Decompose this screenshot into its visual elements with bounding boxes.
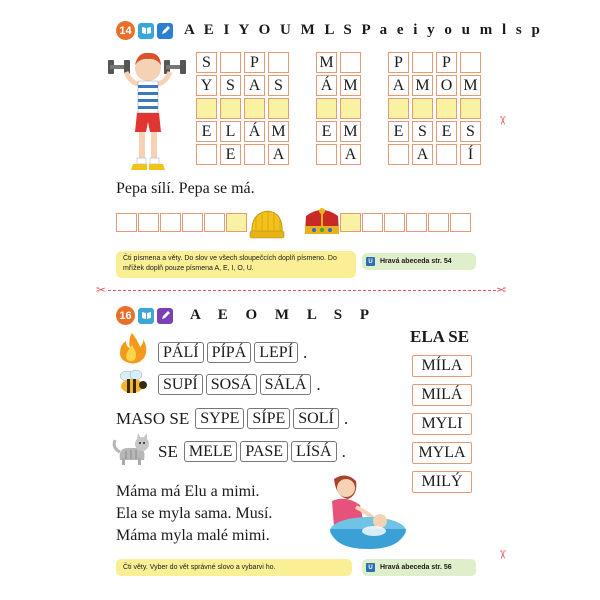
grid-cell[interactable]: E — [388, 121, 409, 142]
grid-cell[interactable]: O — [436, 75, 457, 96]
kitten-icon — [112, 432, 152, 466]
grid-cell[interactable]: Y — [196, 75, 217, 96]
fire-icon — [116, 331, 148, 365]
letter-box[interactable] — [428, 213, 449, 232]
letter-box[interactable] — [160, 213, 181, 232]
right-word-option[interactable]: MYLI — [412, 413, 472, 435]
letter-box[interactable] — [182, 213, 203, 232]
exercise-number: 14 — [116, 21, 135, 40]
scissors-icon-right: ✂ — [496, 283, 507, 297]
book-reference-icon: U — [366, 257, 375, 266]
ex14-instruction: Čti písmena a věty. Do slov ve všech sloupečcích doplň písmeno. Do mřížek doplň pouze písmena A, E, I, O, U. — [116, 251, 356, 278]
crown-illustration — [302, 206, 342, 236]
hat-illustration — [248, 207, 286, 241]
text-line: Máma má Elu a mimi. — [116, 483, 260, 500]
grid-cell[interactable]: E — [196, 121, 217, 142]
grid-cell[interactable] — [340, 98, 361, 119]
grid-cell[interactable] — [436, 144, 457, 165]
word-option[interactable]: LEPÍ — [254, 342, 298, 363]
grid-cell[interactable] — [196, 98, 217, 119]
grid-cell[interactable]: P — [388, 52, 409, 73]
right-word-option[interactable]: MILÁ — [412, 384, 472, 406]
grid-cell[interactable] — [436, 98, 457, 119]
grid-cell[interactable]: M — [340, 75, 361, 96]
letter-box[interactable] — [406, 213, 427, 232]
choice-row — [158, 342, 307, 363]
grid-cell[interactable]: Á — [316, 75, 337, 96]
text-line: Máma myla malé mimi. — [116, 527, 270, 544]
cut-line — [108, 290, 496, 291]
word-option[interactable]: PÁLÍ — [158, 342, 204, 363]
choice-row — [158, 441, 346, 462]
boy-lifting-weights-illustration — [108, 48, 188, 176]
letters-row: A E I Y O U M L S P a e i y o u m l s p — [184, 22, 543, 38]
grid-cell[interactable] — [268, 52, 289, 73]
ex16-header — [116, 306, 376, 325]
pencil-icon — [157, 308, 173, 324]
book-icon — [138, 23, 154, 39]
grid-cell[interactable]: Á — [244, 121, 265, 142]
pencil-icon — [157, 23, 173, 39]
choice-row — [158, 374, 321, 395]
grid-cell[interactable]: P — [244, 52, 265, 73]
ex16-reference — [362, 559, 476, 576]
right-word-option[interactable]: MILÝ — [412, 471, 472, 493]
right-title: ELA SE — [410, 327, 470, 346]
grid-cell[interactable] — [220, 98, 241, 119]
scissors-icon-bottom: ✂ — [495, 549, 510, 560]
grid-cell[interactable]: A — [244, 75, 265, 96]
word-option[interactable]: SÍPE — [247, 408, 290, 429]
letter-box[interactable] — [204, 213, 225, 232]
letter-box[interactable] — [116, 213, 137, 232]
row-prefix: SE — [158, 441, 178, 461]
grid-cell[interactable] — [460, 98, 481, 119]
word-option[interactable]: PASE — [240, 441, 288, 462]
text-line: Ela se myla sama. Musí. — [116, 505, 273, 522]
letter-box[interactable] — [384, 213, 405, 232]
bee-icon — [116, 369, 148, 397]
grid-cell[interactable]: P — [436, 52, 457, 73]
grid-cell[interactable]: M — [460, 75, 481, 96]
grid-cell[interactable] — [316, 98, 337, 119]
ex14-reference-text: Hravá abeceda str. 54 — [380, 258, 452, 265]
word-option[interactable]: SÁLÁ — [260, 374, 312, 395]
row-period: . — [303, 342, 308, 362]
right-word-option[interactable]: MYLA — [412, 442, 472, 464]
grid-cell[interactable]: S — [412, 121, 433, 142]
word-option[interactable]: SOSÁ — [206, 374, 257, 395]
scissors-icon: ✂ — [96, 283, 107, 297]
row-period: . — [316, 374, 321, 394]
grid-cell[interactable]: E — [316, 121, 337, 142]
scissors-icon-top: ✂ — [495, 115, 510, 126]
grid-cell[interactable]: A — [340, 144, 361, 165]
grid-cell[interactable] — [220, 52, 241, 73]
ex14-sentence: Pepa sílí. Pepa se má. — [116, 180, 255, 197]
mother-bathing-baby-illustration — [312, 473, 408, 553]
word-option[interactable]: SOLÍ — [293, 408, 339, 429]
row-prefix: MASO SE — [116, 408, 190, 428]
grid-cell[interactable]: E — [220, 144, 241, 165]
reading-text — [116, 481, 272, 547]
grid-cell[interactable]: A — [388, 75, 409, 96]
grid-cell[interactable]: M — [412, 75, 433, 96]
grid-cell[interactable]: M — [316, 52, 337, 73]
book-reference-icon: U — [366, 563, 375, 572]
word-option[interactable]: MELE — [184, 441, 238, 462]
grid-cell[interactable] — [244, 98, 265, 119]
word-option[interactable]: PÍPÁ — [207, 342, 252, 363]
row-period: . — [343, 408, 349, 428]
ex14-header — [116, 21, 543, 40]
ex16-reference-text: Hravá abeceda str. 56 — [380, 564, 452, 571]
row-period: . — [341, 441, 346, 461]
grid-cell[interactable]: A — [268, 144, 289, 165]
grid-cell[interactable] — [316, 144, 337, 165]
grid-cell[interactable] — [460, 52, 481, 73]
ex14-reference — [362, 253, 476, 270]
grid-cell[interactable]: M — [268, 121, 289, 142]
grid-cell[interactable] — [412, 98, 433, 119]
letter-box[interactable] — [450, 213, 471, 232]
grid-cell[interactable]: S — [460, 121, 481, 142]
grid-cell[interactable] — [388, 144, 409, 165]
grid-cell[interactable]: L — [220, 121, 241, 142]
ex16-instruction: Čti věty. Vyber do vět správné slovo a vybarvi ho. — [116, 559, 352, 576]
grid-cell[interactable] — [412, 52, 433, 73]
exercise-number: 16 — [116, 306, 135, 325]
letter-box[interactable] — [362, 213, 383, 232]
word-option[interactable]: LÍSÁ — [291, 441, 337, 462]
letters-row: A E O M L S P — [190, 307, 377, 323]
grid-cell[interactable]: E — [436, 121, 457, 142]
letter-box[interactable] — [226, 213, 247, 232]
grid-cell[interactable]: S — [220, 75, 241, 96]
letter-box[interactable] — [340, 213, 361, 232]
grid-cell[interactable] — [388, 98, 409, 119]
grid-cell[interactable] — [244, 144, 265, 165]
grid-cell[interactable]: S — [196, 52, 217, 73]
grid-cell[interactable]: A — [412, 144, 433, 165]
right-word-option[interactable]: MÍLA — [412, 355, 472, 377]
word-option[interactable]: SYPE — [195, 408, 244, 429]
letter-box[interactable] — [138, 213, 159, 232]
book-icon — [138, 308, 154, 324]
grid-cell[interactable]: S — [268, 75, 289, 96]
grid-cell[interactable]: M — [340, 121, 361, 142]
grid-cell[interactable]: Í — [460, 144, 481, 165]
grid-cell[interactable] — [196, 144, 217, 165]
grid-cell[interactable] — [268, 98, 289, 119]
choice-row — [116, 408, 348, 429]
grid-cell[interactable] — [340, 52, 361, 73]
word-option[interactable]: SUPÍ — [158, 374, 203, 395]
